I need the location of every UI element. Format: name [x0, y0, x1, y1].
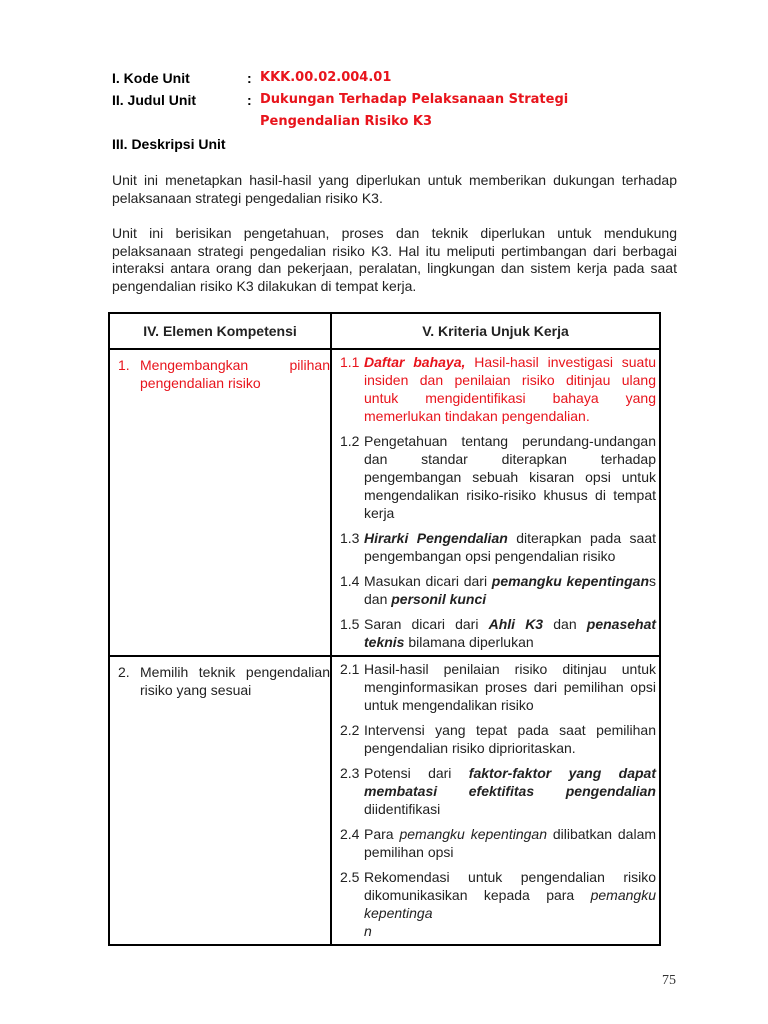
element-num: 2. [118, 664, 130, 680]
criteria-text: Hasil-hasil penilaian risiko ditinjau untuk menginformasikan proses dari pemilihan opsi untuk mengendalikan risiko [364, 661, 656, 713]
judul-unit-colon: : [247, 92, 252, 108]
judul-unit-label: II. Judul Unit [112, 92, 196, 108]
criteria-item [340, 432, 656, 522]
criteria-text-part: Rekomendasi untuk pengendalian risiko dikomunikasikan kepada para [364, 869, 656, 903]
criteria-bold-term: faktor-faktor yang dapat membatasi efektifitas pengendalian [364, 765, 656, 799]
element-cell-2 [109, 656, 331, 945]
element-num: 1. [118, 357, 130, 373]
criteria-text-part: dan [543, 616, 587, 632]
criteria-text-part: dilibatkan dalam pemilihan opsi [364, 826, 657, 860]
criteria-cell-2 [331, 656, 660, 945]
competency-table [108, 312, 661, 946]
criteria-text-rest: diterapkan pada saat pengembangan opsi pengendalian risiko [364, 530, 656, 564]
criteria-item [340, 572, 656, 608]
kriteria-unjuk-kerja-header: V. Kriteria Unjuk Kerja [331, 313, 660, 349]
criteria-num: 1.1 [340, 354, 360, 370]
description-paragraph-1: Unit ini menetapkan hasil-hasil yang diperlukan untuk memberikan dukungan terhadap pelaksanaan strategi pengedalian risiko K3. [112, 172, 677, 206]
criteria-text-part: Masukan dicari dari [364, 573, 492, 589]
criteria-italic-term: pemangku kepentingan [399, 826, 547, 842]
criteria-text-part: diidentifikasi [364, 801, 441, 817]
criteria-item [340, 764, 656, 818]
criteria-text [364, 529, 656, 565]
criteria-bold-term: penasehat teknis [364, 616, 657, 650]
criteria-item [340, 353, 656, 425]
element-item-1 [118, 356, 330, 392]
kode-unit-label: I. Kode Unit [112, 70, 190, 86]
criteria-text-part: Potensi dari [364, 765, 469, 781]
element-cell-1 [109, 349, 331, 656]
criteria-cell-1 [331, 349, 660, 656]
criteria-text [364, 353, 656, 425]
criteria-num: 2.5 [340, 869, 360, 885]
elemen-kompetensi-header: IV. Elemen Kompetensi [109, 313, 331, 349]
criteria-num: 1.5 [340, 616, 360, 632]
criteria-italic-term: n [364, 923, 372, 939]
criteria-text-part: Para [364, 826, 400, 842]
criteria-bold-term: pemangku kepentingan [491, 573, 649, 589]
criteria-bold-term: Daftar bahaya, [364, 354, 466, 370]
criteria-num: 2.2 [340, 722, 360, 738]
kode-unit-colon: : [247, 70, 252, 86]
criteria-italic-term: pemangku kepentinga [364, 887, 656, 921]
criteria-bold-term: personil kunci [391, 591, 487, 607]
criteria-text [364, 825, 656, 861]
judul-unit-value-line1: Dukungan Terhadap Pelaksanaan Strategi [260, 92, 569, 107]
criteria-bold-term: Ahli K3 [488, 616, 544, 632]
criteria-text: Pengetahuan tentang perundang-undangan dan standar diterapkan terhadap pengembangan sebuah kisaran opsi untuk mengendalikan risiko-risiko khusus di tempat kerja [364, 433, 656, 521]
element-text: Memilih teknik pengendalian risiko yang sesuai [140, 664, 330, 698]
criteria-text [364, 868, 656, 940]
criteria-text-rest: Hasil-hasil investigasi suatu insiden dan penilaian risiko ditinjau ulang untuk mengidentifikasi bahaya yang memerlukan tindakan pengendalian. [364, 354, 657, 424]
criteria-item [340, 660, 656, 714]
criteria-text-part: Saran dicari dari [364, 616, 489, 632]
criteria-item [340, 615, 656, 651]
criteria-num: 2.3 [340, 765, 360, 781]
criteria-num: 1.2 [340, 433, 360, 449]
criteria-text-part: s dan [364, 573, 656, 607]
description-paragraph-2: Unit ini berisikan pengetahuan, proses dan teknik diperlukan untuk mendukung pelaksanaan strategi pengedalian risiko K3. Hal itu meliputi pertimbangan dari berbagai interaksi antara orang dan pekerjaan, peralatan, lingkungan dan sistem kerja pada saat pengendalian risiko K3 dilakukan di tempat kerja. [112, 225, 677, 294]
table-row [109, 656, 660, 945]
page-number: 75 [662, 973, 676, 988]
table-row [109, 349, 660, 656]
element-text: Mengembangkan pilihan pengendalian risiko [140, 357, 330, 391]
table-header-row [109, 313, 660, 349]
criteria-num: 1.4 [340, 573, 360, 589]
kode-unit-value: KKK.00.02.004.01 [260, 70, 392, 85]
criteria-bold-term: Hirarki Pengendalian [364, 530, 508, 546]
criteria-item [340, 721, 656, 757]
deskripsi-unit-label: III. Deskripsi Unit [112, 136, 226, 152]
criteria-item [340, 868, 656, 940]
judul-unit-value-line2: Pengendalian Risiko K3 [260, 114, 433, 129]
criteria-text-part: bilamana diperlukan [404, 634, 534, 650]
criteria-text [364, 615, 656, 651]
element-item-2 [118, 663, 330, 699]
criteria-num: 2.1 [340, 661, 360, 677]
criteria-num: 2.4 [340, 826, 360, 842]
criteria-item [340, 825, 656, 861]
criteria-text: Intervensi yang tepat pada saat pemilihan pengendalian risiko diprioritaskan. [364, 722, 656, 756]
criteria-item [340, 529, 656, 565]
criteria-num: 1.3 [340, 530, 360, 546]
criteria-text [364, 572, 656, 608]
criteria-text [364, 764, 656, 818]
